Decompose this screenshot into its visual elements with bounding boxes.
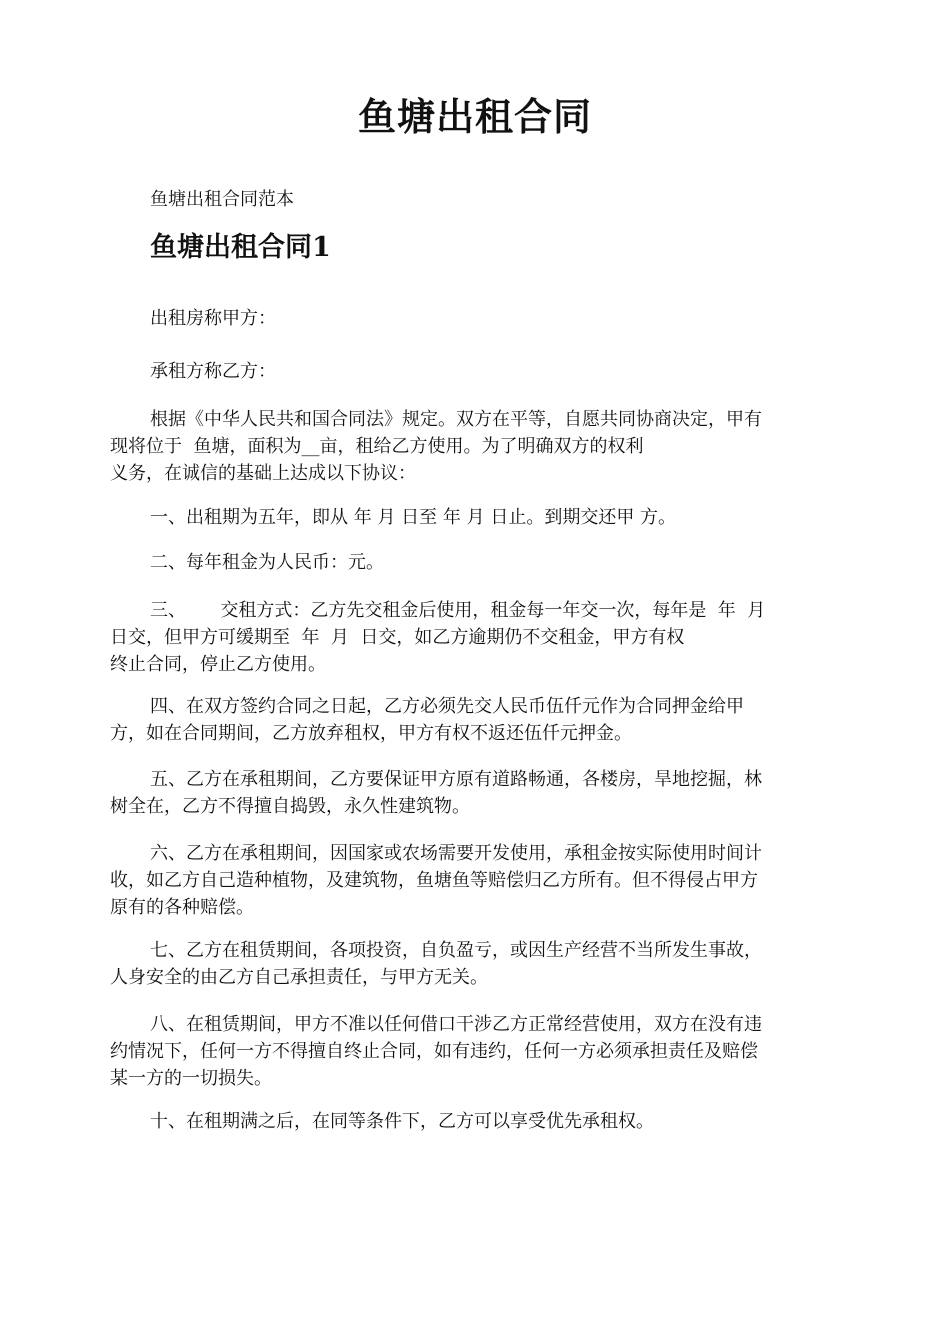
intro-line: 现将位于 鱼塘，面积为__亩，租给乙方使用。为了明确双方的权利 xyxy=(110,436,644,457)
clause-5 xyxy=(110,766,840,820)
clause-line: 终止合同，停止乙方使用。 xyxy=(110,654,326,675)
clause-2: 二、每年租金为人民币：元。 xyxy=(150,552,384,573)
clause-line: 四、在双方签约合同之日起，乙方必须先交人民币伍仟元作为合同押金给甲 xyxy=(150,696,744,717)
clause-7 xyxy=(110,937,840,991)
clause-line: 六、乙方在承租期间，因国家或农场需要开发使用，承租金按实际使用时间计 xyxy=(150,843,762,864)
party-b-line: 承租方称乙方： xyxy=(150,361,276,382)
clause-line: 三、 交租方式：乙方先交租金后使用，租金每一年交一次，每年是 年 月 xyxy=(150,600,766,621)
clause-line: 某一方的一切损失。 xyxy=(110,1068,272,1089)
clause-6 xyxy=(110,840,840,921)
document-title: 鱼塘出租合同 xyxy=(357,94,592,139)
clause-line: 八、在租赁期间，甲方不准以任何借口干涉乙方正常经营使用，双方在没有违 xyxy=(150,1014,762,1035)
clause-8 xyxy=(110,1011,840,1092)
clause-line: 五、乙方在承租期间，乙方要保证甲方原有道路畅通，各楼房，旱地挖掘，林 xyxy=(150,769,762,790)
clause-line: 原有的各种赔偿。 xyxy=(110,897,254,918)
clause-line: 日交，但甲方可缓期至 年 月 日交，如乙方逾期仍不交租金，甲方有权 xyxy=(110,627,685,648)
clause-line: 约情况下，任何一方不得擅自终止合同，如有违约，任何一方必须承担责任及赔偿 xyxy=(110,1041,758,1062)
clause-3 xyxy=(110,597,840,678)
clause-line: 方，如在合同期间，乙方放弃租权，甲方有权不返还伍仟元押金。 xyxy=(110,723,632,744)
clause-1: 一、出租期为五年，即从 年 月 日至 年 月 日止。到期交还甲 方。 xyxy=(150,507,677,528)
intro-line: 根据《中华人民共和国合同法》规定。双方在平等，自愿共同协商决定，甲有 xyxy=(150,409,762,430)
document-subtitle: 鱼塘出租合同范本 xyxy=(150,189,294,210)
section-heading: 鱼塘出租合同1 xyxy=(150,232,331,263)
clause-10: 十、在租期满之后，在同等条件下，乙方可以享受优先承租权。 xyxy=(150,1111,654,1132)
clause-4 xyxy=(110,693,840,747)
clause-line: 人身安全的由乙方自己承担责任，与甲方无关。 xyxy=(110,967,488,988)
intro-line: 义务，在诚信的基础上达成以下协议： xyxy=(110,463,416,484)
intro-paragraph xyxy=(110,406,840,487)
clause-line: 七、乙方在租赁期间，各项投资，自负盈亏，或因生产经营不当所发生事故， xyxy=(150,940,762,961)
clause-line: 树全在，乙方不得擅自捣毁，永久性建筑物。 xyxy=(110,796,470,817)
party-a-line: 出租房称甲方： xyxy=(150,308,276,329)
clause-line: 收，如乙方自己造种植物，及建筑物，鱼塘鱼等赔偿归乙方所有。但不得侵占甲方 xyxy=(110,870,758,891)
